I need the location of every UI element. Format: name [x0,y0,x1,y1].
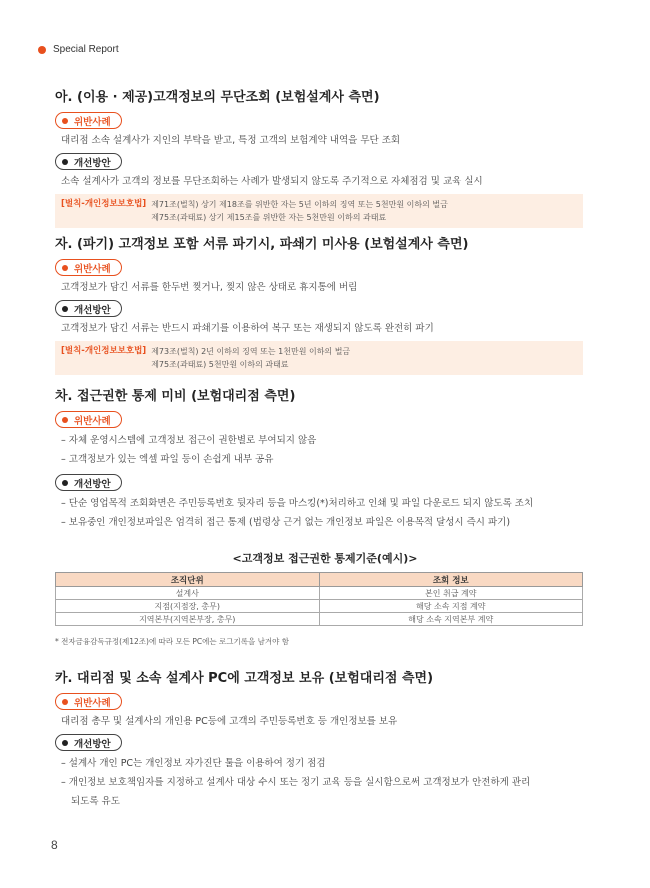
violation-label: 위반사례 [74,415,111,427]
violation-label: 위반사례 [74,263,111,275]
bullet-dot-icon [62,740,68,746]
violation-text: 대리점 소속 설계사가 지인의 부탁을 받고, 특정 고객의 보험계약 내역을 무단 조회 [61,135,401,146]
penalty-line: 제75조(과태료) 5천만원 이하의 과태료 [151,360,289,369]
bullet-dot-icon [62,265,68,271]
section-title: 아. (이용 · 제공)고객정보의 무단조회 (보험설계사 측면) [55,90,380,105]
improvement-badge [55,734,122,751]
improvement-label: 개선방안 [74,157,111,169]
list-item: – 설계사 개인 PC는 개인정보 자가진단 툴을 이용하여 정기 점검 [61,758,326,769]
report-header-label: Special Report [53,44,119,55]
list-item: – 단순 영업목적 조회화면은 주민등록번호 뒷자리 등을 마스킹(*)처리하고 인쇄 및 파일 다운로드 되지 않도록 조치 [61,498,534,509]
bullet-dot-icon [62,159,68,165]
penalty-line: 제71조(벌칙) 상기 제18조를 위반한 자는 5년 이하의 징역 또는 5천만원 이하의 벌금 [151,200,448,209]
list-item: – 자체 운영시스템에 고객정보 접근이 권한별로 부여되지 않음 [61,435,317,446]
bullet-dot-icon [62,306,68,312]
table-row [56,600,583,613]
table-header-cell: 조직단위 [56,573,320,587]
table-row [56,613,583,626]
violation-text: 대리점 총무 및 설계사의 개인용 PC등에 고객의 주민등록번호 등 개인정보를 보유 [61,716,398,727]
bullet-dot-icon [62,480,68,486]
violation-list [61,431,583,469]
penalty-lines [151,345,350,371]
improvement-label: 개선방안 [74,304,111,316]
table-cell: 해당 소속 지역본부 계약 [319,613,583,626]
section-title: 자. (파기) 고객정보 포함 서류 파기시, 파쇄기 미사용 (보험설계사 측면) [55,237,469,252]
page-number: 8 [51,838,58,852]
bullet-dot-icon [62,699,68,705]
violation-badge [55,411,122,428]
penalty-box [55,194,583,228]
violation-badge [55,259,122,276]
penalty-law-tag: [벌칙-개인정보보호법] [61,346,147,356]
list-item: – 고객정보가 있는 엑셀 파일 등이 손쉽게 내부 공유 [61,454,274,465]
penalty-line: 제75조(과태료) 상기 제15조를 위반한 자는 5천만원 이하의 과태료 [151,213,387,222]
table-footnote: * 전자금융감독규정(제12조)에 따라 모든 PC에는 로그기록을 남겨야 함 [55,637,289,646]
bullet-dot-icon [38,46,46,54]
section-title: 카. 대리점 및 소속 설계사 PC에 고객정보 보유 (보험대리점 측면) [55,671,434,686]
access-control-table [55,572,583,626]
penalty-box [55,341,583,375]
violation-label: 위반사례 [74,116,111,128]
table-row [56,587,583,600]
improvement-text: 소속 설계사가 고객의 정보를 무단조회하는 사례가 발생되지 않도록 주기적으로 자체점검 및 교육 실시 [61,176,483,187]
bullet-dot-icon [62,417,68,423]
improvement-text: 고객정보가 담긴 서류는 반드시 파쇄기를 이용하여 복구 또는 재생되지 않도록 완전히 파기 [61,323,434,334]
table-cell: 지점(지점장, 총무) [56,600,320,613]
section-disposal [55,236,583,375]
list-item: 되도록 유도 [71,796,120,807]
list-item: – 개인정보 보호책임자를 지정하고 설계사 대상 수시 또는 정기 교육 등을 실시함으로써 고객정보가 안전하게 관리 [61,777,531,788]
bullet-dot-icon [62,118,68,124]
improvement-label: 개선방안 [74,478,111,490]
penalty-line: 제73조(벌칙) 2년 이하의 징역 또는 1천만원 이하의 벌금 [151,347,351,356]
table-cell: 설계사 [56,587,320,600]
improvement-list [61,754,583,811]
penalty-lines [151,198,448,224]
table-header-row [56,573,583,587]
table-header-cell: 조회 정보 [319,573,583,587]
improvement-badge [55,474,122,491]
section-unauthorized-inquiry [55,89,583,228]
improvement-badge [55,153,122,170]
table-cell: 해당 소속 지점 계약 [319,600,583,613]
report-header [38,44,119,55]
violation-badge [55,112,122,129]
improvement-list [61,494,583,532]
table-cell: 본인 취급 계약 [319,587,583,600]
table-title: <고객정보 접근권한 통제기준(예시)> [232,552,418,565]
violation-badge [55,693,122,710]
violation-label: 위반사례 [74,697,111,709]
list-item: – 보유중인 개인정보파일은 엄격히 접근 통제 (법령상 근거 없는 개인정보 파일은 이용목적 달성시 즉시 파기) [61,517,511,528]
improvement-label: 개선방안 [74,738,111,750]
violation-text: 고객정보가 담긴 서류를 한두번 찢거나, 찢지 않은 상태로 휴지통에 버림 [61,282,358,293]
section-pc-data-retention [55,670,583,811]
table-cell: 지역본부(지역본부장, 총무) [56,613,320,626]
improvement-badge [55,300,122,317]
section-access-control [55,388,583,532]
penalty-law-tag: [벌칙-개인정보보호법] [61,199,147,209]
section-title: 차. 접근권한 통제 미비 (보험대리점 측면) [55,389,296,404]
